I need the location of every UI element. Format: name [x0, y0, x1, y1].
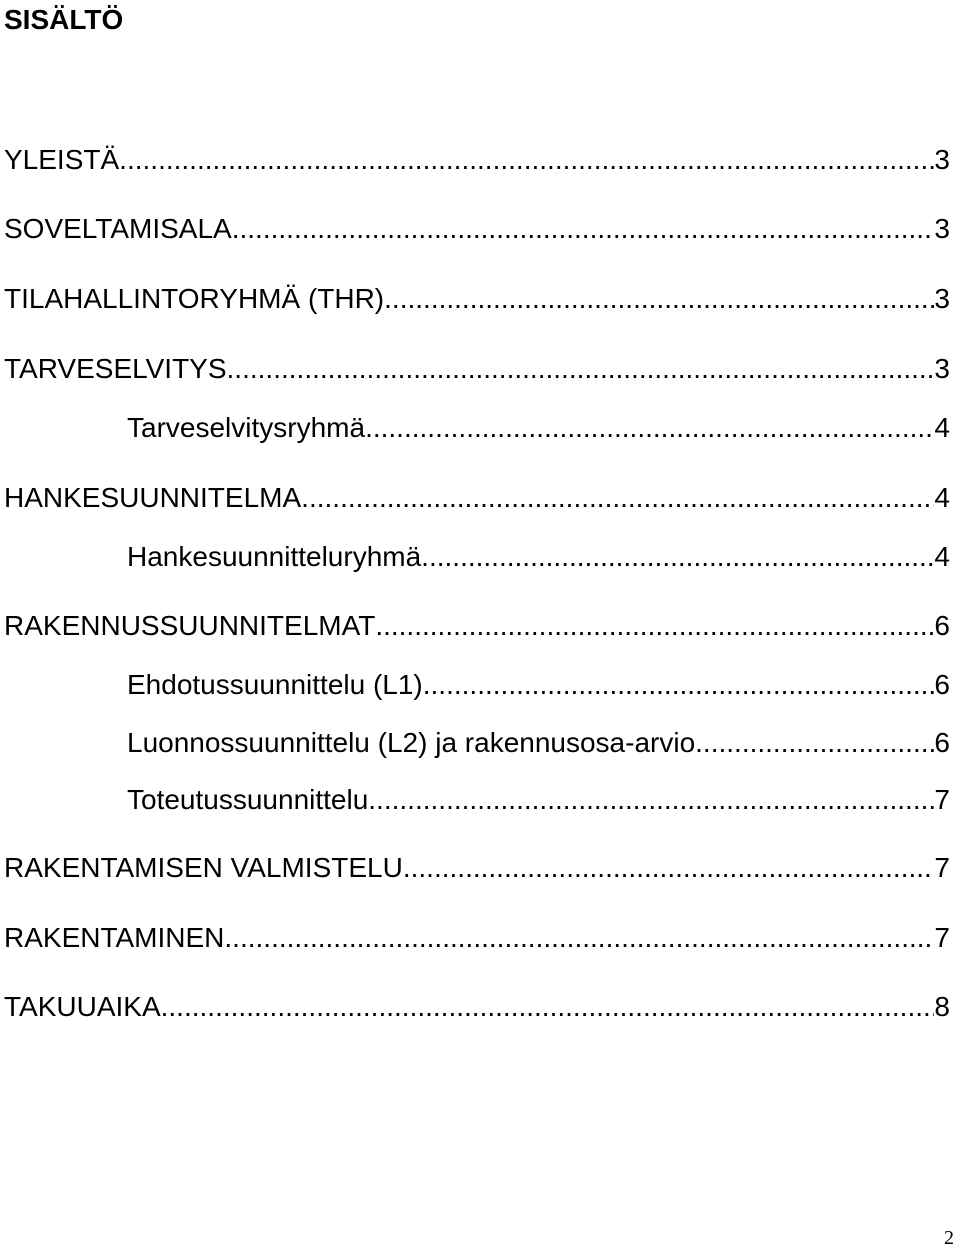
page-title: SISÄLTÖ: [4, 4, 124, 35]
toc-dot-leader: [375, 606, 934, 646]
toc-entry-title: TILAHALLINTORYHMÄ (THR): [4, 283, 385, 314]
toc-entry-title: RAKENNUSSUUNNITELMAT: [4, 610, 376, 641]
toc-entry[interactable]: [127, 665, 950, 705]
toc-entry-page: 3: [934, 213, 950, 244]
toc-entry-title: TAKUUAIKA: [4, 991, 161, 1022]
toc-entry[interactable]: [4, 349, 950, 389]
page-number: 2: [944, 1227, 954, 1249]
toc-entry-page: 6: [934, 669, 950, 700]
toc-dot-leader: [161, 987, 935, 1027]
toc-entry[interactable]: [127, 408, 950, 448]
toc-entry-title: RAKENTAMINEN: [4, 922, 225, 953]
toc-entry-page: 4: [934, 541, 950, 572]
toc-entry-title: Toteutussuunnittelu: [127, 784, 369, 815]
toc-entry[interactable]: [127, 537, 950, 577]
toc-entry[interactable]: [4, 279, 950, 319]
toc-entry[interactable]: [4, 478, 950, 518]
toc-entry-title: YLEISTÄ: [4, 144, 120, 175]
toc-entry[interactable]: [127, 780, 950, 820]
toc-entry[interactable]: [4, 987, 950, 1027]
toc-entry-page: 3: [934, 144, 950, 175]
toc-entry-page: 7: [934, 852, 950, 883]
toc-entry-title: Ehdotussuunnittelu (L1): [127, 669, 423, 700]
toc-entry-title: Tarveselvitysryhmä: [127, 412, 366, 443]
toc-entry-page: 4: [934, 482, 950, 513]
toc-entry[interactable]: [127, 723, 950, 763]
toc-entry-page: 7: [934, 922, 950, 953]
toc-entry[interactable]: [4, 140, 950, 180]
toc-entry[interactable]: [4, 848, 950, 888]
toc-entry-page: 4: [934, 412, 950, 443]
toc-entry[interactable]: [4, 918, 950, 958]
toc-entry-title: HANKESUUNNITELMA: [4, 482, 302, 513]
toc-entry[interactable]: [4, 209, 950, 249]
toc-entry-title: SOVELTAMISALA: [4, 213, 232, 244]
toc-dot-leader: [368, 780, 934, 820]
toc-entry-page: 8: [934, 991, 950, 1022]
toc-entry-title: Hankesuunnitteluryhmä: [127, 541, 422, 572]
toc-entry-page: 6: [934, 610, 950, 641]
toc-dot-leader: [232, 209, 935, 249]
toc-dot-leader: [403, 848, 935, 888]
toc-entry-page: 3: [934, 283, 950, 314]
toc-dot-leader: [695, 723, 934, 763]
toc-dot-leader: [301, 478, 934, 518]
toc-entry[interactable]: [4, 606, 950, 646]
toc-entry-title: Luonnossuunnittelu (L2) ja rakennusosa-arvio: [127, 727, 696, 758]
toc-entry-page: 6: [934, 727, 950, 758]
toc-entry-page: 7: [934, 784, 950, 815]
toc-dot-leader: [224, 918, 934, 958]
toc-dot-leader: [365, 408, 934, 448]
toc-entry-page: 3: [934, 353, 950, 384]
toc-dot-leader: [423, 665, 935, 705]
toc-dot-leader: [384, 279, 934, 319]
toc-entry-title: RAKENTAMISEN VALMISTELU: [4, 852, 403, 883]
toc-dot-leader: [119, 140, 934, 180]
toc-entry-title: TARVESELVITYS: [4, 353, 227, 384]
toc-dot-leader: [421, 537, 934, 577]
toc-dot-leader: [227, 349, 935, 389]
